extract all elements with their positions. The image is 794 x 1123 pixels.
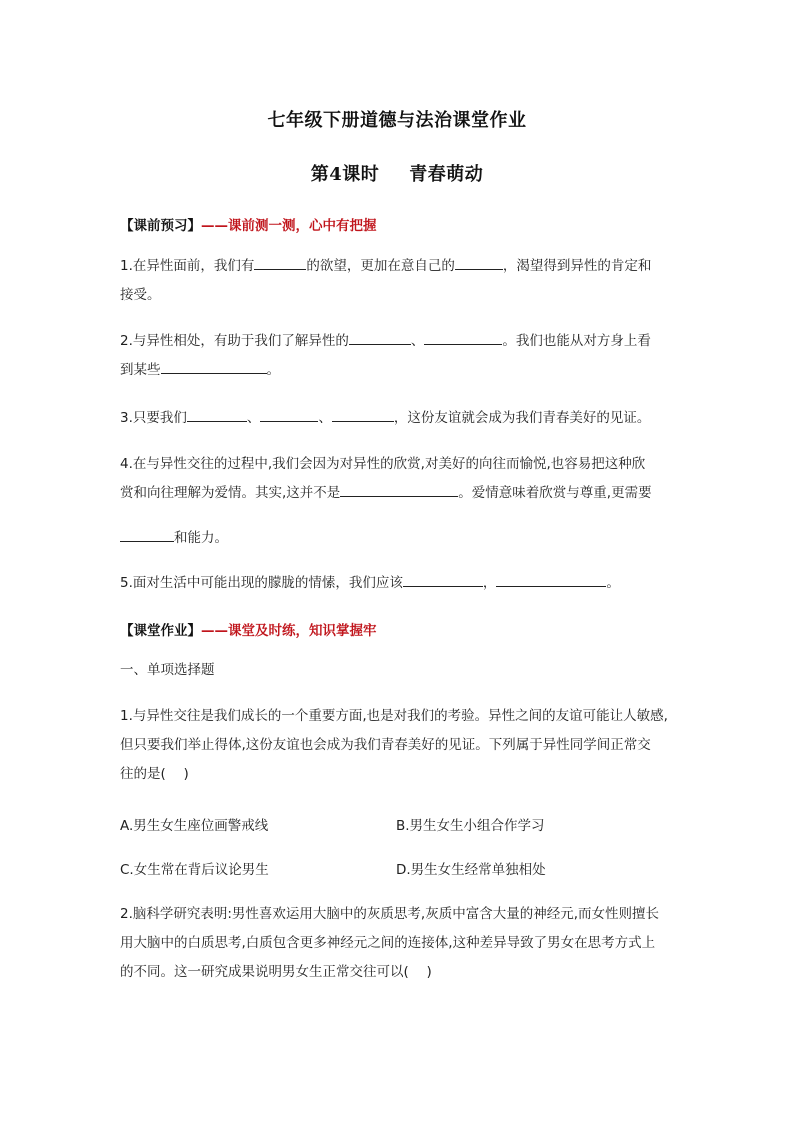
section-classwork-heading — [120, 619, 377, 639]
part-heading: 一、单项选择题 — [120, 662, 215, 678]
document-title: 七年级下册道德与法治课堂作业 — [267, 110, 527, 131]
blank[interactable] — [120, 527, 174, 542]
blank[interactable] — [254, 255, 306, 270]
mc2-line: 的不同。这一研究成果说明男女生正常交往可以( ) — [120, 964, 432, 980]
q5-text-c: 。 — [606, 575, 620, 591]
prep-question-3 — [120, 404, 680, 433]
prep-question-2 — [120, 327, 680, 385]
section-preview-heading — [120, 214, 377, 234]
lesson-name: 青春萌动 — [409, 164, 484, 185]
mc2-line: 用大脑中的白质思考,白质包含更多神经元之间的连接体,这种差异导致了男女在思考方式上 — [120, 935, 656, 951]
q3-text-a: 3.只要我们 — [120, 410, 187, 426]
prep-question-4-cont — [120, 524, 680, 553]
q1-text-d: 接受。 — [120, 287, 161, 303]
mc1-option-a[interactable]: A.男生女生座位画警戒线 — [120, 818, 269, 834]
mc1-option-d[interactable]: D.男生女生经常单独相处 — [396, 862, 546, 878]
q4-text-a: 4.在与异性交往的过程中,我们会因为对异性的欣赏,对美好的向往而愉悦,也容易把这种欣 — [120, 456, 646, 472]
q5-text-a: 5.面对生活中可能出现的朦胧的情愫，我们应该 — [120, 575, 403, 591]
section-classwork-tagline: ——课堂及时练，知识掌握牢 — [201, 623, 377, 639]
q1-text-a: 1.在异性面前，我们有 — [120, 258, 255, 274]
q4-text-d: 和能力。 — [174, 530, 228, 546]
mc2-line: 2.脑科学研究表明:男性喜欢运用大脑中的灰质思考,灰质中富含大量的神经元,而女性则擅长 — [120, 906, 660, 922]
blank[interactable] — [187, 407, 247, 422]
blank[interactable] — [260, 407, 318, 422]
mc1-line: 但只要我们举止得体,这份友谊也会成为我们青春美好的见证。下列属于异性同学间正常交 — [120, 737, 651, 753]
q2-text-d: 到某些 — [120, 362, 161, 378]
blank[interactable] — [349, 330, 411, 345]
q1-text-c: ，渴望得到异性的肯定和 — [502, 258, 652, 274]
section-preview-bracket: 【课前预习】 — [120, 218, 201, 234]
q3-text-d: ，这份友谊就会成为我们青春美好的见证。 — [393, 410, 651, 426]
mc1-option-c[interactable]: C.女生常在背后议论男生 — [120, 862, 269, 878]
q2-text-b: 、 — [410, 333, 425, 349]
q2-text-e: 。 — [266, 362, 280, 378]
lesson-title — [0, 160, 794, 186]
blank[interactable] — [340, 482, 458, 497]
q2-text-a: 2.与异性相处，有助于我们了解异性的 — [120, 333, 349, 349]
q1-text-b: 的欲望，更加在意自己的 — [306, 258, 455, 274]
mc1-option-b[interactable]: B.男生女生小组合作学习 — [396, 818, 545, 834]
lesson-label: 第4课时 — [310, 164, 380, 185]
mc-question-2 — [120, 900, 680, 987]
blank[interactable] — [332, 407, 394, 422]
mc1-line: 往的是( ) — [120, 766, 189, 782]
q3-text-b: 、 — [246, 410, 261, 426]
q2-text-c: 。我们也能从对方身上看 — [502, 333, 651, 349]
blank[interactable] — [403, 572, 483, 587]
mc-question-1 — [120, 702, 680, 789]
q3-text-c: 、 — [318, 410, 332, 426]
blank[interactable] — [424, 330, 502, 345]
prep-question-5 — [120, 569, 680, 598]
q5-text-b: ， — [482, 575, 497, 591]
q4-text-c: 。爱情意味着欣赏与尊重,更需要 — [458, 485, 652, 501]
section-preview-tagline: ——课前测一测，心中有把握 — [201, 218, 377, 234]
blank[interactable] — [455, 255, 503, 270]
blank[interactable] — [496, 572, 606, 587]
q4-text-b: 赏和向往理解为爱情。其实,这并不是 — [120, 485, 341, 501]
prep-question-1 — [120, 252, 680, 310]
prep-question-4 — [120, 450, 680, 508]
mc1-line: 1.与异性交往是我们成长的一个重要方面,也是对我们的考验。异性之间的友谊可能让人敏感, — [120, 708, 668, 724]
blank[interactable] — [161, 359, 267, 374]
section-classwork-bracket: 【课堂作业】 — [120, 623, 201, 639]
